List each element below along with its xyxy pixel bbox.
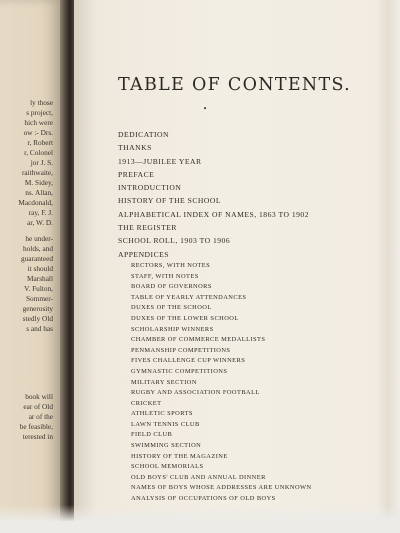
previous-page-line: generosity [22, 304, 53, 313]
previous-page-line: ns. Allan, [25, 188, 53, 197]
bottom-shade [0, 505, 400, 533]
toc-subentry: RECTORS, WITH NOTES [131, 261, 211, 269]
toc-subentry: BOARD OF GOVERNORS [131, 283, 212, 291]
toc-subentry: OLD BOYS' CLUB AND ANNUAL DINNER [131, 473, 266, 481]
toc-subentry: HISTORY OF THE MAGAZINE [131, 452, 228, 460]
toc-subentry: ANALYSIS OF OCCUPATIONS OF OLD BOYS [131, 495, 276, 503]
previous-page-line: s and has [26, 324, 53, 333]
toc-subentry: RUGBY AND ASSOCIATION FOOTBALL [131, 389, 260, 397]
table-of-contents-list [118, 128, 380, 505]
toc-subentry: MILITARY SECTION [131, 378, 197, 386]
previous-page-line: terested in [22, 432, 53, 441]
toc-subentry: NAMES OF BOYS WHOSE ADDRESSES ARE UNKNOWN [131, 484, 312, 492]
previous-page-line: hich were [24, 118, 53, 127]
previous-page-line: Macdonald, [18, 198, 53, 207]
previous-page-line: book will [25, 392, 53, 401]
toc-entry: SCHOOL ROLL, 1903 TO 1906 [118, 236, 231, 246]
previous-page-line: it should [27, 264, 53, 273]
previous-page-text-block-3 [0, 392, 62, 442]
toc-subentry: SCHOOL MEMORIALS [131, 463, 204, 471]
previous-page-line: r, Colonel [24, 148, 53, 157]
toc-subentry: DUXES OF THE SCHOOL [131, 304, 212, 312]
previous-page-line: guaranteed [20, 254, 53, 263]
toc-entry: PREFACE [118, 169, 155, 179]
previous-page-line: s project, [26, 108, 53, 117]
toc-subentry: LAWN TENNIS CLUB [131, 420, 200, 428]
previous-page-line: ear of Old [23, 402, 53, 411]
toc-subentry: TABLE OF YEARLY ATTENDANCES [131, 293, 247, 301]
previous-page-line: jor J. S. [30, 158, 53, 167]
toc-entry: APPENDICES [118, 249, 169, 259]
previous-page-line: stedly Old [22, 314, 53, 323]
previous-page-line: V. Fulton, [24, 284, 53, 293]
previous-page-line: be feasible, [19, 422, 53, 431]
toc-subentry: CRICKET [131, 399, 162, 407]
previous-page-line: ray, F. J. [28, 208, 53, 217]
previous-page-line: raithwaite, [22, 168, 53, 177]
previous-page-line: he under- [25, 234, 53, 243]
toc-subentry: SWIMMING SECTION [131, 442, 202, 450]
previous-page-line: ar, W. D. [27, 218, 53, 227]
previous-page-line: Sommer- [25, 294, 53, 303]
previous-page-line: ow :- Drs. [23, 128, 53, 137]
toc-subentry: STAFF, WITH NOTES [131, 272, 199, 280]
previous-page [0, 0, 62, 533]
previous-page-line: r, Robert [27, 138, 53, 147]
toc-entry: DEDICATION [118, 130, 169, 139]
previous-page-line: ar of the [28, 412, 53, 421]
previous-page-line: ly those [30, 98, 53, 107]
title-ornament: • [203, 105, 209, 113]
toc-subentry: CHAMBER OF COMMERCE MEDALLISTS [131, 336, 266, 344]
previous-page-text-block-2 [0, 234, 62, 334]
toc-subentry: PENMANSHIP COMPETITIONS [131, 346, 231, 354]
toc-subentry: GYMNASTIC COMPETITIONS [131, 367, 228, 375]
toc-subentry: FIELD CLUB [131, 431, 173, 439]
toc-entry: THANKS [118, 143, 152, 153]
toc-entry: INTRODUCTION [118, 183, 182, 193]
toc-subentry: ATHLETIC SPORTS [131, 410, 193, 418]
toc-entry: 1913—JUBILEE YEAR [118, 156, 202, 166]
page-title: TABLE OF CONTENTS. [118, 75, 352, 95]
previous-page-line: M. Sidey, [24, 178, 53, 187]
toc-subentry: DUXES OF THE LOWER SCHOOL [131, 314, 239, 322]
previous-page-line: holds, and [23, 244, 53, 253]
toc-entry: ALPHABETICAL INDEX OF NAMES, 1863 TO 1902 [118, 209, 310, 219]
toc-entry: HISTORY OF THE SCHOOL [118, 196, 221, 206]
toc-entry: THE REGISTER [118, 223, 177, 233]
previous-page-line: Marshall [27, 274, 53, 283]
toc-subentry: FIVES CHALLENGE CUP WINNERS [131, 357, 246, 365]
toc-subentry: SCHOLARSHIP WINNERS [131, 325, 214, 333]
previous-page-text-block-1 [0, 98, 62, 228]
